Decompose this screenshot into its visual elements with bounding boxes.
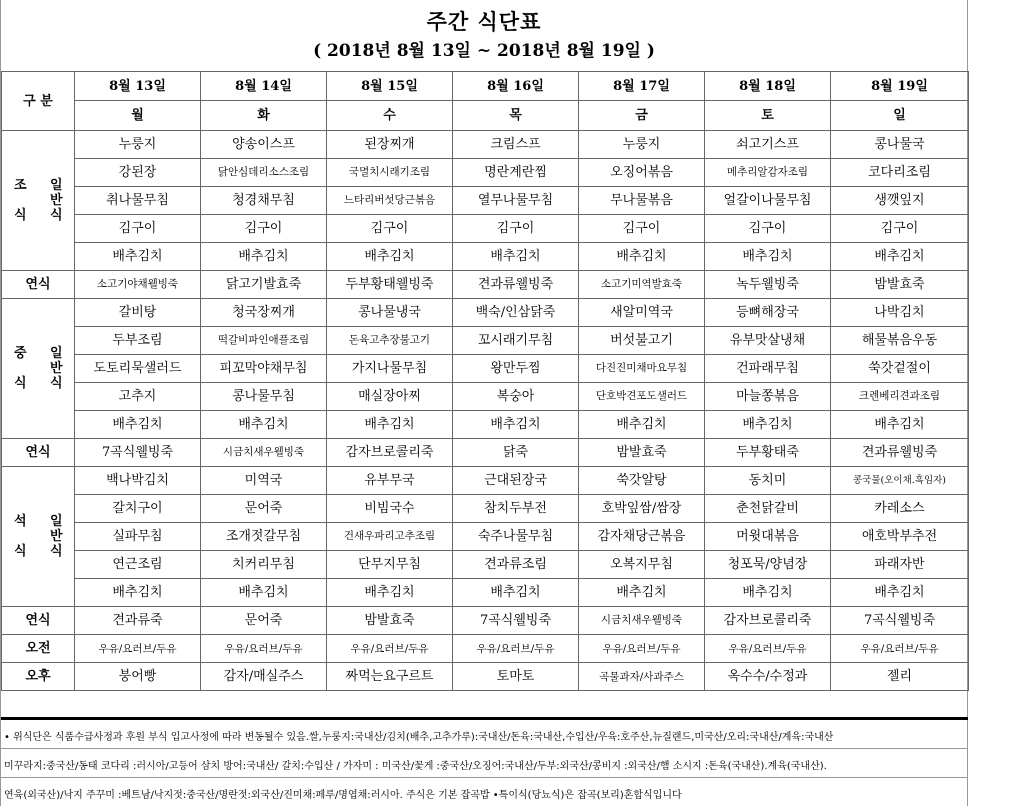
menu-item: 배추김치: [327, 243, 453, 271]
menu-item: 문어죽: [201, 495, 327, 523]
soft-diet-item: 밤발효죽: [831, 271, 969, 299]
soft-diet-item: 7곡식웰빙죽: [453, 607, 579, 635]
menu-row: [2, 551, 969, 579]
menu-item: 단호박견포도샐러드: [579, 383, 705, 411]
menu-item: 배추김치: [453, 411, 579, 439]
soft-diet-item: 견과류웰빙죽: [831, 439, 969, 467]
menu-item: 떡갈비파인애플조림: [201, 327, 327, 355]
menu-row: [2, 243, 969, 271]
snack-row: [2, 663, 969, 691]
soft-diet-item: 닭죽: [453, 439, 579, 467]
menu-item: 다진진미채마요무침: [579, 355, 705, 383]
menu-item: 고추지: [75, 383, 201, 411]
meal-label: 조 식: [2, 131, 39, 271]
soft-diet-label: 연식: [2, 607, 75, 635]
menu-item: 김구이: [75, 215, 201, 243]
menu-item: 단무지무침: [327, 551, 453, 579]
menu-item: 오복지무침: [579, 551, 705, 579]
menu-item: 백나박김치: [75, 467, 201, 495]
menu-item: 배추김치: [327, 411, 453, 439]
soft-diet-item: 두부황태죽: [705, 439, 831, 467]
menu-item: 배추김치: [327, 579, 453, 607]
menu-item: 청경채무침: [201, 187, 327, 215]
menu-item: 배추김치: [453, 243, 579, 271]
note-line: 연육(외국산)/낙지 주꾸미 :베트남/낙지젓:중국산/명란젓:외국산/진미채:페루/명엽채:러시아. 주식은 기본 잡곡밥 •특이식(당뇨식)은 잡곡(보리)혼합식입니다: [4, 790, 682, 801]
menu-item: 명란계란찜: [453, 159, 579, 187]
page-title: 주간 식단표: [426, 9, 542, 34]
snack-item: 우유/요러브/두유: [75, 635, 201, 663]
header-day: 목: [453, 101, 579, 131]
meal-label: 중 식: [2, 299, 39, 439]
snack-item: 붕어빵: [75, 663, 201, 691]
menu-row: [2, 215, 969, 243]
menu-item: 미역국: [201, 467, 327, 495]
menu-item: 실파무침: [75, 523, 201, 551]
menu-row: [2, 383, 969, 411]
menu-item: 백숙/인삼닭죽: [453, 299, 579, 327]
snack-label: 오전: [2, 635, 75, 663]
menu-item: 오징어볶음: [579, 159, 705, 187]
menu-item: 배추김치: [201, 243, 327, 271]
date-range: ( 2018년 8월 13일 ~ 2018년 8월 19일 ): [313, 41, 655, 61]
snack-label: 오후: [2, 663, 75, 691]
menu-item: 파래자반: [831, 551, 969, 579]
meal-type-label: 일 반 식: [39, 299, 75, 439]
soft-diet-item: 7곡식웰빙죽: [75, 439, 201, 467]
menu-item: 근대된장국: [453, 467, 579, 495]
header-day: 월: [75, 101, 201, 131]
snack-item: 우유/요러브/두유: [579, 635, 705, 663]
header-date: 8월 14일: [201, 72, 327, 101]
menu-row: [2, 467, 969, 495]
menu-item: 국멸치시래기조림: [327, 159, 453, 187]
menu-item: 해물볶음우동: [831, 327, 969, 355]
header-day: 금: [579, 101, 705, 131]
snack-item: 감자/매실주스: [201, 663, 327, 691]
soft-diet-item: 녹두웰빙죽: [705, 271, 831, 299]
menu-item: 쑥갓알탕: [579, 467, 705, 495]
soft-diet-item: 문어죽: [201, 607, 327, 635]
menu-item: 김구이: [831, 215, 969, 243]
menu-item: 양송이스프: [201, 131, 327, 159]
menu-item: 배추김치: [831, 411, 969, 439]
menu-item: 마늘쫑볶음: [705, 383, 831, 411]
menu-item: 갈치구이: [75, 495, 201, 523]
menu-item: 유부무국: [327, 467, 453, 495]
menu-item: 배추김치: [831, 579, 969, 607]
menu-item: 머윗대볶음: [705, 523, 831, 551]
menu-item: 배추김치: [705, 411, 831, 439]
menu-item: 배추김치: [453, 579, 579, 607]
snack-item: 곡물과자/사과주스: [579, 663, 705, 691]
menu-item: 연근조림: [75, 551, 201, 579]
header-date: 8월 16일: [453, 72, 579, 101]
menu-item: 크렌베리견과조림: [831, 383, 969, 411]
soft-diet-item: 닭고기발효죽: [201, 271, 327, 299]
menu-item: 매실장아찌: [327, 383, 453, 411]
menu-item: 배추김치: [579, 243, 705, 271]
menu-item: 감자채당근볶음: [579, 523, 705, 551]
menu-item: 도토리묵샐러드: [75, 355, 201, 383]
soft-diet-item: 소고기미역발효죽: [579, 271, 705, 299]
menu-item: 김구이: [327, 215, 453, 243]
meal-type-label: 일 반 식: [39, 467, 75, 607]
menu-item: 콩나물무침: [201, 383, 327, 411]
menu-item: 김구이: [579, 215, 705, 243]
menu-item: 쑥갓겉절이: [831, 355, 969, 383]
menu-item: 배추김치: [705, 579, 831, 607]
menu-item: 치커리무침: [201, 551, 327, 579]
snack-item: 짜먹는요구르트: [327, 663, 453, 691]
menu-row: [2, 299, 969, 327]
header-day: 화: [201, 101, 327, 131]
menu-item: 강된장: [75, 159, 201, 187]
menu-item: 호박잎쌈/쌈장: [579, 495, 705, 523]
menu-item: 배추김치: [831, 243, 969, 271]
menu-item: 건파래무침: [705, 355, 831, 383]
menu-item: 누룽지: [579, 131, 705, 159]
menu-item: 얼갈이나물무침: [705, 187, 831, 215]
soft-diet-row: [2, 439, 969, 467]
soft-diet-item: 밤발효죽: [327, 607, 453, 635]
note-line: 미꾸라지:중국산/동태 코다리 :러시아/고등어 삼치 방어:국내산/ 갈치:수입산 / 가자미 : 미국산/꽃게 :중국산/오징어:국내산/두부:외국산/콩비지 :외국산/햄 소시지 :돈육(국내산).계육(국내산).: [4, 761, 827, 772]
menu-item: 춘천닭갈비: [705, 495, 831, 523]
note-line: • 위식단은 식품수급사정과 후원 부식 입고사정에 따라 변동될수 있음.쌀,누룽지:국내산/김치(배추,고추가루):국내산/돈육:국내산,수입산/우육:호주산,뉴질랜드,미국산/오리:국내산/계육:국내산: [4, 732, 834, 743]
menu-item: 닭안심데리소스조림: [201, 159, 327, 187]
soft-diet-item: 두부황태웰빙죽: [327, 271, 453, 299]
menu-item: 가지나물무침: [327, 355, 453, 383]
snack-item: 우유/요러브/두유: [831, 635, 969, 663]
menu-item: 등뼈해장국: [705, 299, 831, 327]
menu-row: [2, 159, 969, 187]
menu-row: [2, 523, 969, 551]
menu-item: 배추김치: [579, 579, 705, 607]
menu-item: 애호박부추전: [831, 523, 969, 551]
menu-item: 두부조림: [75, 327, 201, 355]
snack-item: 우유/요러브/두유: [327, 635, 453, 663]
header-days-row: [2, 101, 969, 131]
menu-item: 배추김치: [75, 243, 201, 271]
menu-item: 비빔국수: [327, 495, 453, 523]
menu-item: 생깻잎지: [831, 187, 969, 215]
menu-item: 된장찌개: [327, 131, 453, 159]
soft-diet-item: 감자브로콜리죽: [705, 607, 831, 635]
menu-item: 카레소스: [831, 495, 969, 523]
soft-diet-row: [2, 607, 969, 635]
soft-diet-label: 연식: [2, 439, 75, 467]
menu-item: 버섯불고기: [579, 327, 705, 355]
soft-diet-label: 연식: [2, 271, 75, 299]
menu-item: 숙주나물무침: [453, 523, 579, 551]
menu-row: [2, 327, 969, 355]
header-day: 일: [831, 101, 969, 131]
menu-item: 배추김치: [75, 411, 201, 439]
menu-item: 콩국물(오이채.흑임자): [831, 467, 969, 495]
menu-item: 복숭아: [453, 383, 579, 411]
menu-item: 배추김치: [579, 411, 705, 439]
menu-item: 쇠고기스프: [705, 131, 831, 159]
menu-table: [1, 71, 969, 691]
menu-item: 열무나물무침: [453, 187, 579, 215]
menu-row: [2, 131, 969, 159]
snack-item: 옥수수/수정과: [705, 663, 831, 691]
notes-section: [1, 717, 968, 806]
menu-item: 피꼬막야채무침: [201, 355, 327, 383]
header-date: 8월 19일: [831, 72, 969, 101]
header-date: 8월 13일: [75, 72, 201, 101]
header-day: 토: [705, 101, 831, 131]
menu-item: 김구이: [201, 215, 327, 243]
menu-item: 조개젓갈무침: [201, 523, 327, 551]
menu-item: 나박김치: [831, 299, 969, 327]
menu-item: 건새우파리고추조림: [327, 523, 453, 551]
header-date: 8월 18일: [705, 72, 831, 101]
menu-row: [2, 495, 969, 523]
menu-item: 왕만두찜: [453, 355, 579, 383]
menu-item: 느타리버섯당근볶음: [327, 187, 453, 215]
meal-label: 석 식: [2, 467, 39, 607]
menu-item: 동치미: [705, 467, 831, 495]
snack-item: 토마토: [453, 663, 579, 691]
menu-item: 꼬시래기무침: [453, 327, 579, 355]
menu-row: [2, 411, 969, 439]
menu-item: 코다리조림: [831, 159, 969, 187]
menu-item: 누룽지: [75, 131, 201, 159]
soft-diet-item: 밤발효죽: [579, 439, 705, 467]
menu-item: 김구이: [453, 215, 579, 243]
menu-item: 배추김치: [201, 579, 327, 607]
menu-item: 돈육고추장불고기: [327, 327, 453, 355]
snack-item: 우유/요러브/두유: [201, 635, 327, 663]
soft-diet-item: 견과류죽: [75, 607, 201, 635]
menu-item: 새알미역국: [579, 299, 705, 327]
menu-item: 무나물볶음: [579, 187, 705, 215]
menu-item: 갈비탕: [75, 299, 201, 327]
menu-item: 콩나물냉국: [327, 299, 453, 327]
menu-row: [2, 355, 969, 383]
header-day: 수: [327, 101, 453, 131]
snack-row: [2, 635, 969, 663]
menu-item: 콩나물국: [831, 131, 969, 159]
menu-item: 취나물무침: [75, 187, 201, 215]
menu-item: 배추김치: [201, 411, 327, 439]
soft-diet-item: 소고기야채웰빙죽: [75, 271, 201, 299]
soft-diet-item: 시금치새우웰빙죽: [579, 607, 705, 635]
header-dates-row: [2, 72, 969, 101]
snack-item: 우유/요러브/두유: [705, 635, 831, 663]
menu-item: 청포묵/양념장: [705, 551, 831, 579]
soft-diet-row: [2, 271, 969, 299]
header-label: 구 분: [2, 72, 75, 131]
menu-item: 참치두부전: [453, 495, 579, 523]
meal-type-label: 일 반 식: [39, 131, 75, 271]
menu-item: 크림스프: [453, 131, 579, 159]
snack-item: 젤리: [831, 663, 969, 691]
menu-row: [2, 579, 969, 607]
header-date: 8월 15일: [327, 72, 453, 101]
snack-item: 우유/요러브/두유: [453, 635, 579, 663]
soft-diet-item: 시금치새우웰빙죽: [201, 439, 327, 467]
menu-item: 청국장찌개: [201, 299, 327, 327]
header-date: 8월 17일: [579, 72, 705, 101]
menu-item: 배추김치: [705, 243, 831, 271]
menu-item: 배추김치: [75, 579, 201, 607]
menu-item: 김구이: [705, 215, 831, 243]
soft-diet-item: 7곡식웰빙죽: [831, 607, 969, 635]
menu-item: 메추리알감자조림: [705, 159, 831, 187]
soft-diet-item: 견과류웰빙죽: [453, 271, 579, 299]
menu-item: 유부맛살냉채: [705, 327, 831, 355]
soft-diet-item: 감자브로콜리죽: [327, 439, 453, 467]
menu-row: [2, 187, 969, 215]
menu-item: 견과류조림: [453, 551, 579, 579]
